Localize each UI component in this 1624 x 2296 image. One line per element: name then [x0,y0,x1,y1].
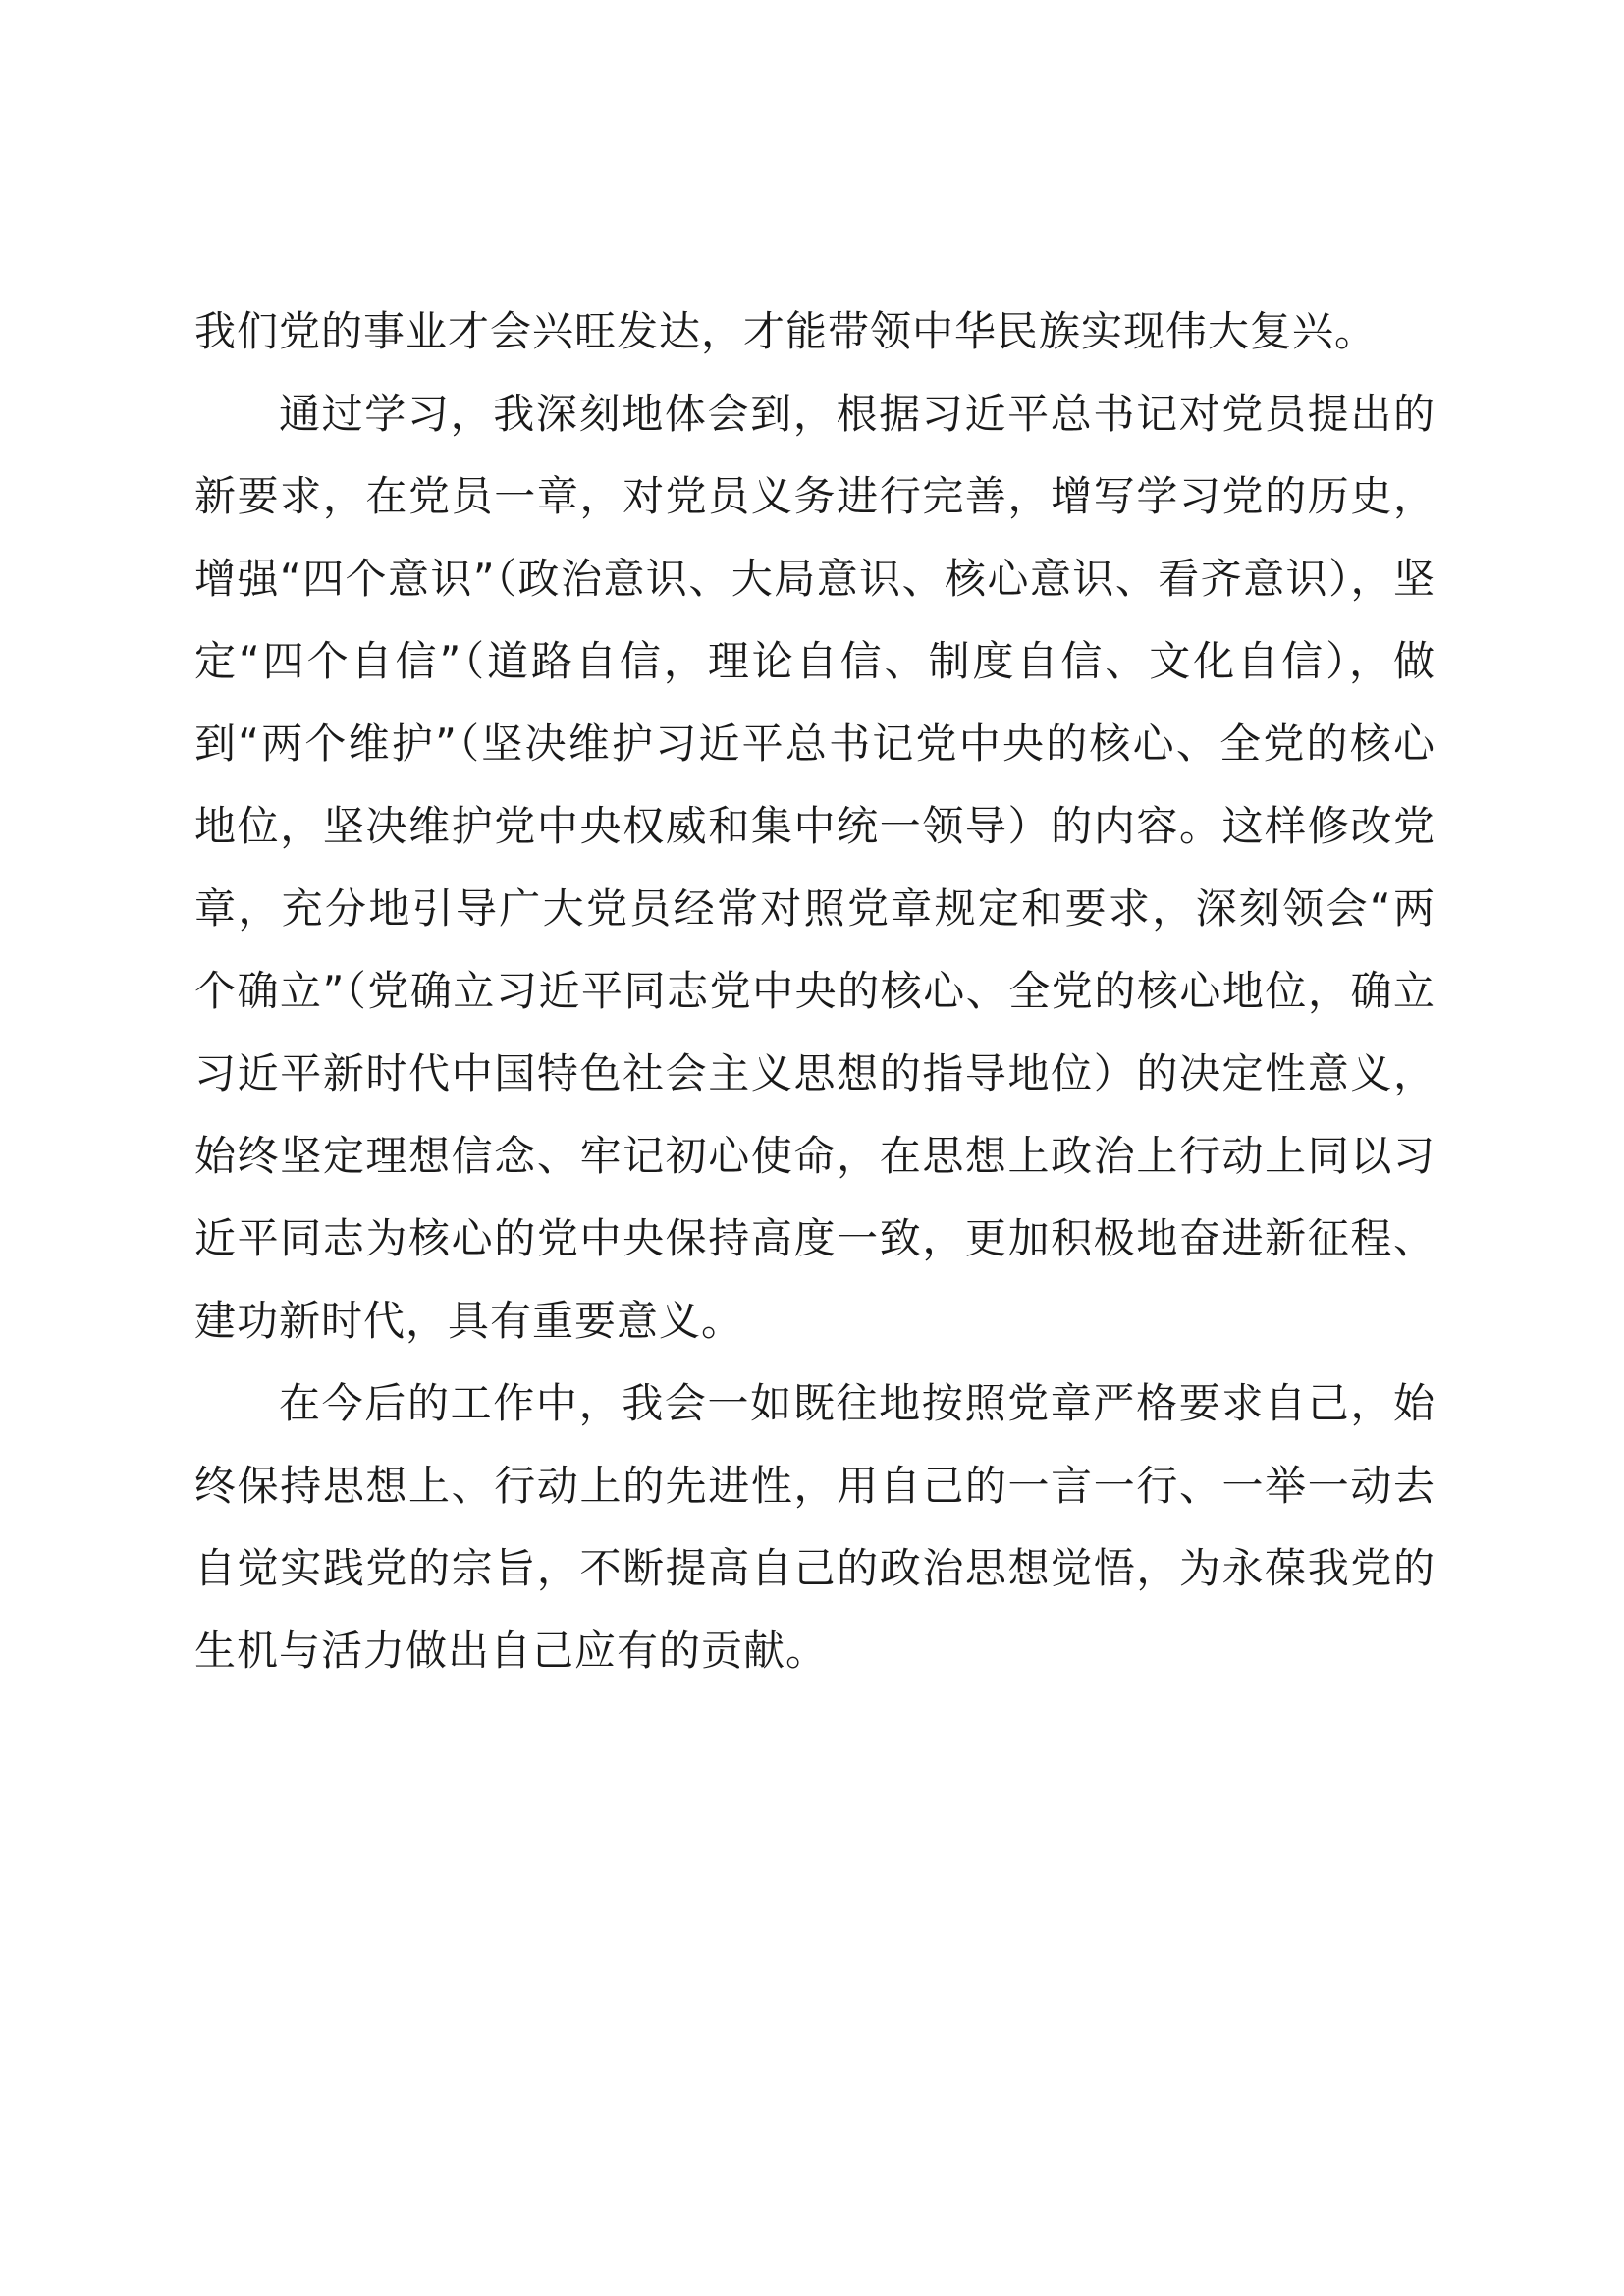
paragraph-study-reflection: 通过学习，我深刻地体会到，根据习近平总书记对党员提出的新要求，在党员一章，对党员义务进行完善，增写学习党的历史，增强“四个意识”（政治意识、大局意识、核心意识、看齐意识），坚定“四个自信”（道路自信，理论自信、制度自信、文化自信），做到“两个维护”（坚决维护习近平总书记党中央的核心、全党的核心地位，坚决维护党中央权威和集中统一领导）的内容。这样修改党章，充分地引导广大党员经常对照党章规定和要求，深刻领会“两个确立”（党确立习近平同志党中央的核心、全党的核心地位，确立习近平新时代中国特色社会主义思想的指导地位）的决定性意义，始终坚定理想信念、牢记初心使命，在思想上政治上行动上同以习近平同志为核心的党中央保持高度一致，更加积极地奋进新征程、建功新时代，具有重要意义。 [194,390,1435,1345]
document-body [194,291,1435,1692]
paragraph-continuation: 我们党的事业才会兴旺发达，才能带领中华民族实现伟大复兴。 [194,307,1378,355]
paragraph-future-commitment: 在今后的工作中，我会一如既往地按照党章严格要求自己，始终保持思想上、行动上的先进性，用自己的一言一行、一举一动去自觉实践党的宗旨，不断提高自己的政治思想觉悟，为永葆我党的生机与活力做出自己应有的贡献。 [194,1379,1435,1675]
